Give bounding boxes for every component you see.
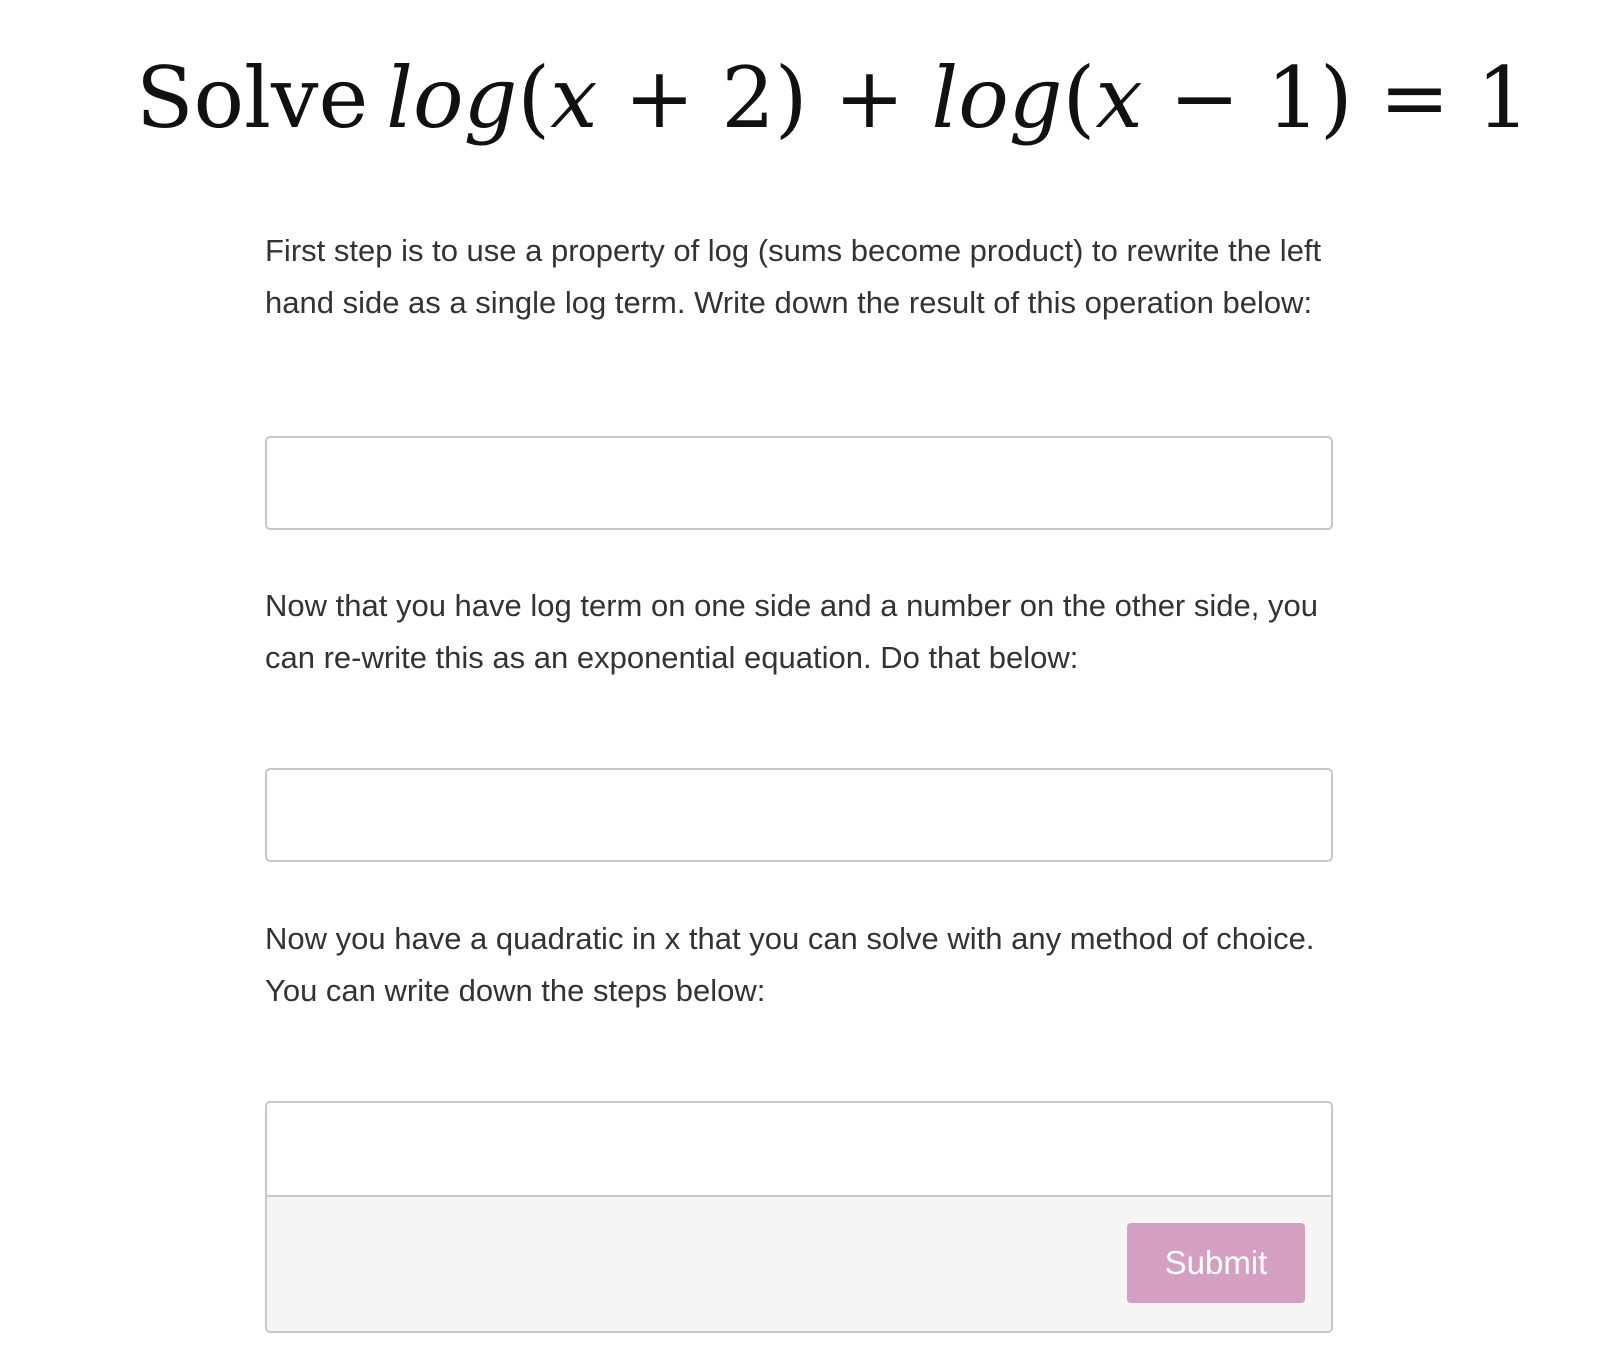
step-1-prompt: First step is to use a property of log (sums become product) to rewrite the left hand side as a single log term. Write down the result of this operation below: [265, 233, 1322, 320]
equation-paren-2: ( [1062, 49, 1096, 147]
equation-op-1: + 2) + [597, 49, 932, 147]
step-2-answer-input[interactable] [267, 770, 1331, 860]
step-3-prompt: Now you have a quadratic in x that you can solve with any method of choice. You can write down the steps below: [265, 921, 1315, 1008]
page-title [136, 50, 1530, 147]
title-word: Solve [136, 49, 369, 147]
step-1-answer-input[interactable] [267, 438, 1331, 528]
equation-var-2: x [1095, 49, 1143, 147]
form-footer [267, 1197, 1331, 1333]
equation-log-2: log [931, 49, 1063, 147]
step-1-answer-box [265, 436, 1333, 530]
step-2-prompt: Now that you have log term on one side and a number on the other side, you can re-write this as an exponential equation. Do that below: [265, 588, 1318, 675]
equation-paren-1: ( [517, 49, 551, 147]
step-2-answer-box [265, 768, 1333, 862]
step-3-answer-input[interactable] [267, 1103, 1331, 1195]
equation-log-1: log [386, 49, 518, 147]
submit-button[interactable]: Submit [1127, 1223, 1305, 1303]
step-3-answer-box [267, 1103, 1331, 1197]
step-3-answer-panel [265, 1101, 1333, 1333]
equation-op-2: − 1) = 1 [1142, 49, 1530, 147]
equation-var-1: x [550, 49, 598, 147]
